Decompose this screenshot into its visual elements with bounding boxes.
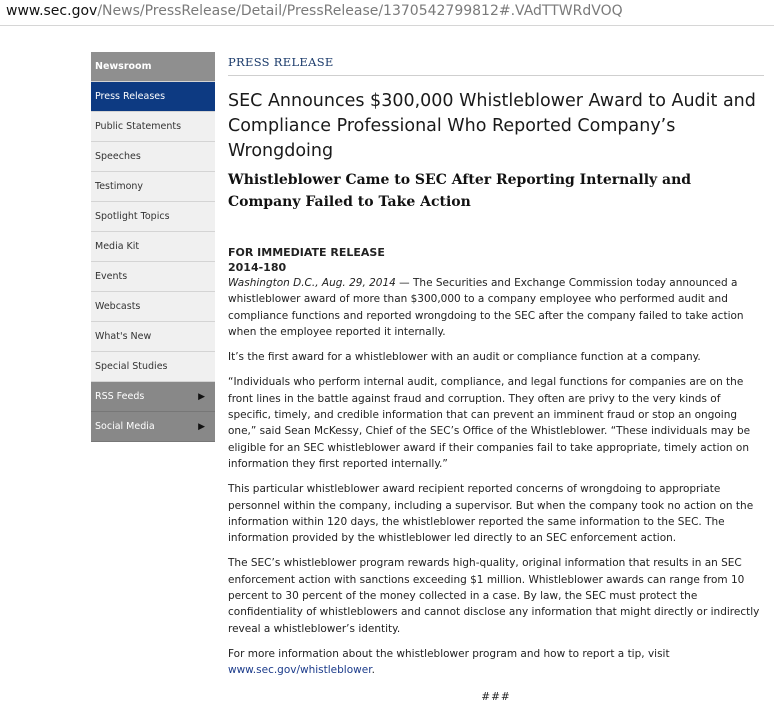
expand-arrow-icon: ▶ — [198, 391, 205, 402]
sidebar-item-label: Newsroom — [95, 61, 152, 72]
sidebar-item-media-kit[interactable] — [91, 232, 215, 262]
body-paragraph-1 — [228, 275, 764, 340]
sidebar-item-label: Spotlight Topics — [95, 211, 170, 222]
paragraph-text: — The Securities and Exchange Commission today announced a whistleblower award of more than $300,000 to a company employee who performed audit and compliance functions and reported wrongdoing to the SEC after the company failed to take action when the employee reported it internally. — [228, 277, 744, 338]
release-label: FOR IMMEDIATE RELEASE — [228, 246, 385, 259]
body-paragraph-5: The SEC’s whistleblower program rewards high-quality, original information that results in an SEC enforcement action with sanctions exceeding $1 million. Whistleblower awards can range from 10 percent to 30 percent of the money collected in a case. By law, the SEC must protect the confidentiality of whistleblowers and cannot disclose any information that might directly or indirectly reveal a whistleblower’s identity. — [228, 557, 760, 635]
sidebar-item-special-studies[interactable] — [91, 352, 215, 382]
address-bar[interactable] — [0, 0, 774, 26]
end-mark: ### — [481, 690, 511, 703]
sidebar-item-events[interactable] — [91, 262, 215, 292]
page-subtitle: Whistleblower Came to SEC After Reporting Internally and Company Failed to Take Action — [228, 172, 692, 210]
sidebar-header-newsroom[interactable] — [91, 52, 215, 82]
sidebar-item-rss-feeds[interactable] — [91, 382, 215, 412]
sidebar-item-label: Special Studies — [95, 361, 168, 372]
sidebar-item-label: Media Kit — [95, 241, 140, 252]
sidebar-item-webcasts[interactable] — [91, 292, 215, 322]
sidebar-item-label: Speeches — [95, 151, 141, 162]
sidebar-item-label: Events — [95, 271, 128, 282]
dateline: Washington D.C., Aug. 29, 2014 — [228, 277, 396, 289]
paragraph-text: For more information about the whistleblower program and how to report a tip, visit — [228, 647, 670, 660]
press-release-content — [228, 52, 764, 703]
sidebar-item-label: What's New — [95, 331, 152, 342]
sidebar-item-whats-new[interactable] — [91, 322, 215, 352]
sidebar-item-label: RSS Feeds — [95, 391, 145, 402]
sidebar-item-social-media[interactable] — [91, 412, 215, 442]
body-paragraph-6 — [228, 646, 764, 679]
sidebar-item-label: Press Releases — [95, 91, 166, 102]
whistleblower-link[interactable]: www.sec.gov/whistleblower — [228, 664, 372, 677]
body-paragraph-3: “Individuals who perform internal audit, compliance, and legal functions for companies are on the front lines in the battle against fraud and corruption. They often are privy to the very kinds of specific, timely, and credible information that can prevent an imminent fraud or stop an ongoing one,” said Sean McKessy, Chief of the SEC’s Office of the Whistleblower. “These individuals may be eligible for an SEC whistleblower award if their companies fail to take appropriate, timely action on information they first reported internally.” — [228, 376, 751, 470]
body-paragraph-2: It’s the first award for a whistleblower with an audit or compliance function at a company. — [228, 351, 701, 364]
url-path: /News/PressRelease/Detail/PressRelease/1370542799812#.VAdTTWRdVOQ — [97, 3, 623, 19]
sidebar-item-speeches[interactable] — [91, 142, 215, 172]
release-number: 2014-180 — [228, 261, 287, 274]
sidebar-item-label: Public Statements — [95, 121, 182, 132]
sidebar-item-label: Webcasts — [95, 301, 141, 312]
sidebar-item-spotlight-topics[interactable] — [91, 202, 215, 232]
page-title: SEC Announces $300,000 Whistleblower Award to Audit and Compliance Professional Who Reported Company’s Wrongdoing — [228, 91, 756, 161]
paragraph-end: . — [371, 664, 375, 677]
sidebar-item-press-releases[interactable] — [91, 82, 215, 112]
sidebar-item-label: Testimony — [95, 181, 144, 192]
url-host: www.sec.gov — [6, 3, 98, 19]
body-paragraph-4: This particular whistleblower award recipient reported concerns of wrongdoing to appropriate personnel within the company, including a supervisor. But when the company took no action on the information within 120 days, the whistleblower reported the same information to the SEC. The information provided by the whistleblower led directly to an SEC enforcement action. — [228, 483, 754, 545]
expand-arrow-icon: ▶ — [198, 421, 205, 432]
sidebar-item-label: Social Media — [95, 421, 155, 432]
sidebar-item-public-statements[interactable] — [91, 112, 215, 142]
sidebar-item-testimony[interactable] — [91, 172, 215, 202]
newsroom-sidebar — [91, 52, 215, 442]
section-kicker: PRESS RELEASE — [228, 52, 764, 76]
